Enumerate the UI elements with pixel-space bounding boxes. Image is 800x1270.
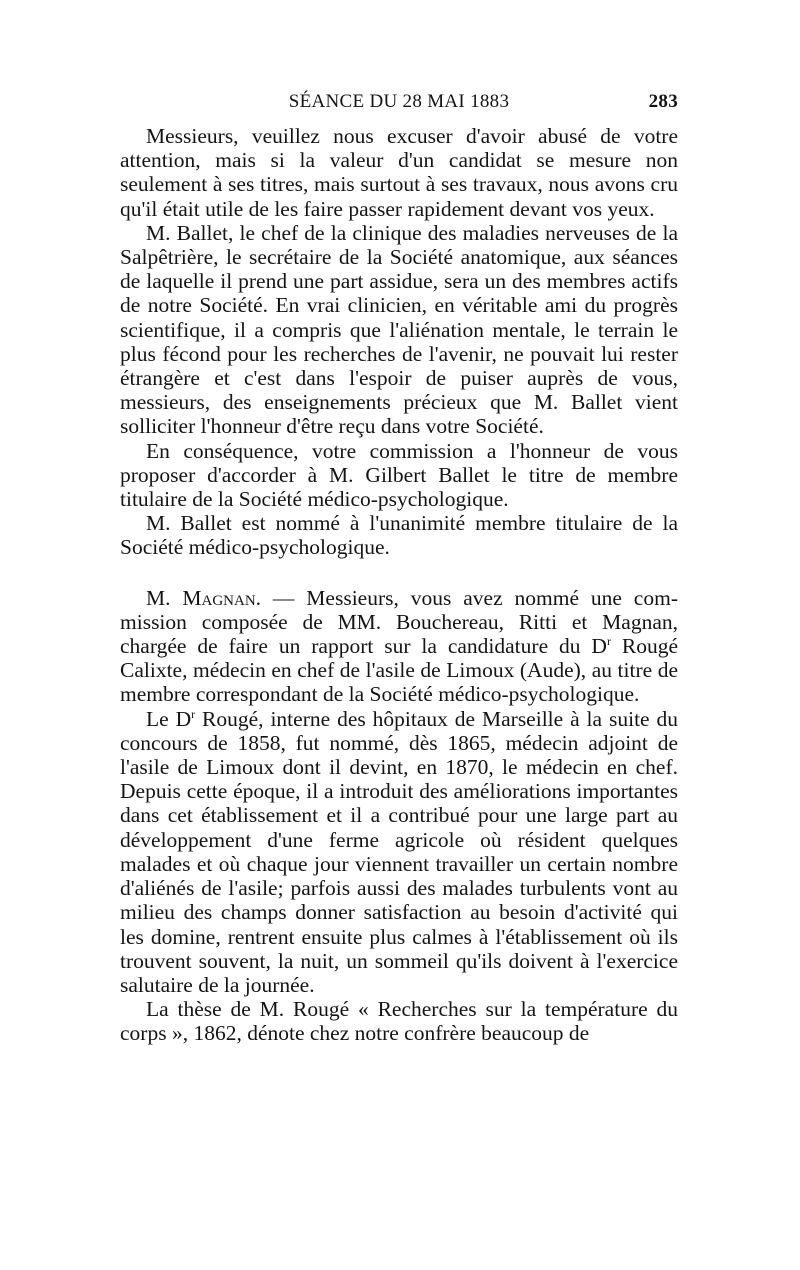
rouge-text-part2: Rougé, interne des hôpitaux de Marseille à la suite du concours de 1858, fut nommé, dès 1865, médecin adjoint de l'asile de Limoux dont il devint, en 1870, le médecin en chef. Depuis cette époque, il a introduit des améliorations importantes dans cet établissement et il a contribué pour une large part au développement d'une ferme agricole où résident quelques malades et où chaque jour viennent travailler un certain nombre d'aliénés de l'asile; parfois aussi des malades turbulents vont au milieu des champs donner satisfaction au besoin d'activité qui les domine, rentrent ensuite plus calmes à l'établissement où ils trouvent souvent, la nuit, un sommeil qu'ils doivent à l'exercice salutaire de la journée. — [120, 706, 679, 997]
paragraph-commission-proposal: En conséquence, votre commission a l'honneur de vous proposer d'accorder à M. Gilbert Ballet le titre de membre titulaire de la Société médico-psychologique. — [120, 438, 678, 512]
doctor-abbrev-sup: r — [606, 633, 611, 648]
paragraph-magnan-report — [120, 586, 678, 707]
page-header — [120, 91, 678, 121]
paragraph-ballet-nominated: M. Ballet est nommé à l'unanimité membre titulaire de la Société médico-psychologique. — [120, 511, 678, 560]
rouge-text-part1: Le D — [146, 706, 192, 731]
magnan-text-part2: Rougé Calixte, médecin en chef de l'asile de Limoux (Aude), au titre de membre correspondant de la Société médico-psychologique. — [120, 634, 678, 707]
speaker-name: Magnan — [182, 585, 256, 610]
paragraph-rouge-career — [120, 707, 678, 997]
paragraph-rouge-thesis: La thèse de M. Rougé « Recherches sur la température du corps », 1862, dénote chez notre confrère beaucoup de — [120, 997, 678, 1046]
speaker-prefix: M. — [146, 585, 183, 610]
magnan-text-part1: . — Messieurs, vous avez nommé une commission composée de MM. Bouchereau, Ritti et Magnan, chargée de faire un rapport sur la candidature du D — [120, 585, 678, 659]
running-title: SÉANCE DU 28 MAI 1883 — [288, 91, 510, 112]
body-text — [120, 124, 678, 1046]
page-number: 283 — [648, 91, 678, 112]
paragraph-ballet-profile: M. Ballet, le chef de la clinique des maladies nerveuses de la Salpêtrière, le secrétaire de la Société anatomique, aux séances de laquelle il prend une part assidue, sera un des membres actifs de notre Société. En vrai clinicien, en véritable ami du progrès scientifique, il a compris que l'aliénation mentale, le terrain le plus fécond pour les recherches de l'avenir, ne pouvait lui rester étrangère et c'est dans l'espoir de puiser auprès de vous, messieurs, des enseignements précieux que M. Ballet vient solliciter l'honneur d'être reçu dans votre Société. — [120, 220, 678, 439]
paragraph-excuse: Messieurs, veuillez nous excuser d'avoir abusé de votre attention, mais si la valeur d'un candidat se mesure non seulement à ses titres, mais surtout à ses travaux, nous avons cru qu'il était utile de les faire passer rapidement devant vos yeux. — [120, 124, 678, 221]
doctor-abbrev-sup: r — [191, 706, 196, 721]
